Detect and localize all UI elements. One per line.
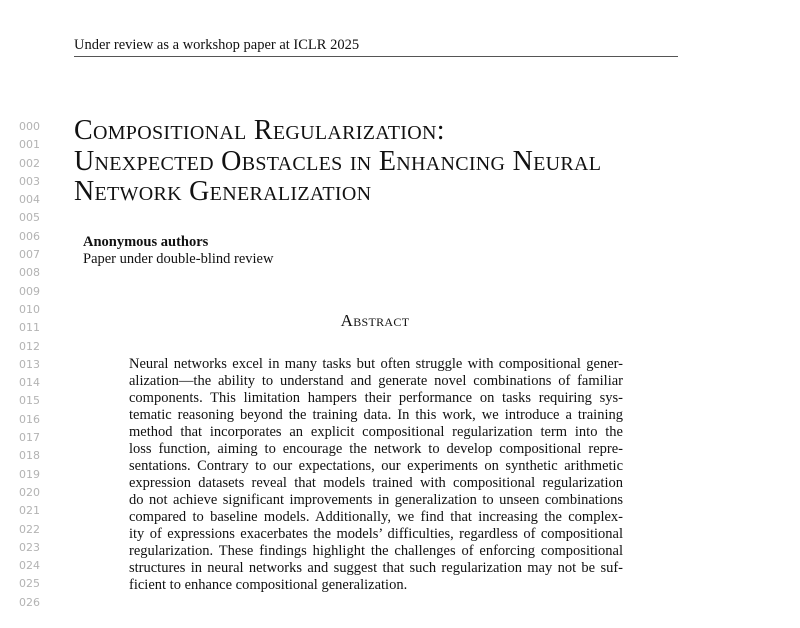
line-numbers bbox=[19, 118, 49, 612]
line-number: 022 bbox=[19, 522, 40, 536]
abstract-line: do not achieve significant improvements in generalization to unseen combinations bbox=[129, 492, 623, 508]
line-number: 019 bbox=[19, 467, 40, 481]
line-number: 015 bbox=[19, 394, 40, 408]
line-number: 006 bbox=[19, 229, 40, 243]
abstract-line: sentations. Contrary to our expectations, our experiments on synthetic arithmetic bbox=[129, 458, 623, 474]
abstract-line: loss function, aiming to encourage the network to develop compositional repre- bbox=[129, 441, 623, 457]
title-line: Network Generalization bbox=[74, 176, 372, 207]
line-number: 009 bbox=[19, 284, 40, 298]
line-number: 000 bbox=[19, 120, 40, 133]
line-number: 007 bbox=[19, 248, 40, 262]
title-line: Unexpected Obstacles in Enhancing Neural bbox=[74, 145, 602, 177]
abstract-line: ficient to enhance compositional generalization. bbox=[129, 577, 408, 593]
line-number: 002 bbox=[19, 156, 40, 170]
author-block bbox=[83, 234, 273, 268]
abstract-line: method that incorporates an explicit compositional regularization term into the bbox=[129, 424, 623, 440]
line-number: 020 bbox=[19, 485, 40, 499]
line-number: 023 bbox=[19, 540, 40, 554]
line-number: 018 bbox=[19, 449, 40, 463]
abstract-line: compared to baseline models. Additionally, we find that increasing the complex- bbox=[129, 509, 623, 525]
abstract-line: ity of expressions exacerbates the models’ difficulties, regardless of compositional bbox=[129, 526, 623, 542]
author-name: Anonymous authors bbox=[83, 234, 209, 250]
line-number: 010 bbox=[19, 302, 40, 316]
abstract-line: Neural networks excel in many tasks but often struggle with compositional gener- bbox=[129, 356, 623, 372]
abstract-line: tematic reasoning beyond the training data. In this work, we introduce a training bbox=[129, 407, 623, 423]
line-number: 024 bbox=[19, 559, 40, 573]
line-number: 014 bbox=[19, 376, 40, 390]
line-number: 008 bbox=[19, 266, 40, 280]
abstract-line: alization—the ability to understand and generate novel combinations of familiar bbox=[129, 373, 623, 389]
line-number: 013 bbox=[19, 357, 40, 371]
abstract-line: regularization. These findings highlight the challenges of enforcing compositional bbox=[129, 543, 623, 559]
line-number: 012 bbox=[19, 339, 40, 353]
abstract-line: expression datasets reveal that models trained with compositional regularization bbox=[129, 475, 623, 491]
line-number: 001 bbox=[19, 138, 40, 152]
title-line: Compositional Regularization: bbox=[74, 115, 445, 146]
line-number: 003 bbox=[19, 174, 40, 188]
abstract-heading: Abstract bbox=[340, 311, 410, 330]
abstract-line: components. This limitation hampers their performance on tasks requiring sys- bbox=[129, 390, 623, 406]
review-note: Paper under double-blind review bbox=[83, 251, 274, 267]
line-number: 005 bbox=[19, 211, 40, 225]
line-number: 025 bbox=[19, 577, 40, 591]
line-number: 016 bbox=[19, 412, 40, 426]
line-number: 017 bbox=[19, 431, 40, 445]
line-number: 021 bbox=[19, 504, 40, 518]
running-header: Under review as a workshop paper at ICLR 2025 bbox=[74, 37, 678, 57]
line-number: 026 bbox=[19, 595, 40, 609]
paper-title bbox=[74, 116, 714, 208]
line-number: 011 bbox=[19, 321, 40, 335]
line-number: 004 bbox=[19, 193, 40, 207]
abstract-body bbox=[129, 356, 623, 594]
abstract-line: structures in neural networks and suggest that such regularization may not be suf- bbox=[129, 560, 623, 576]
